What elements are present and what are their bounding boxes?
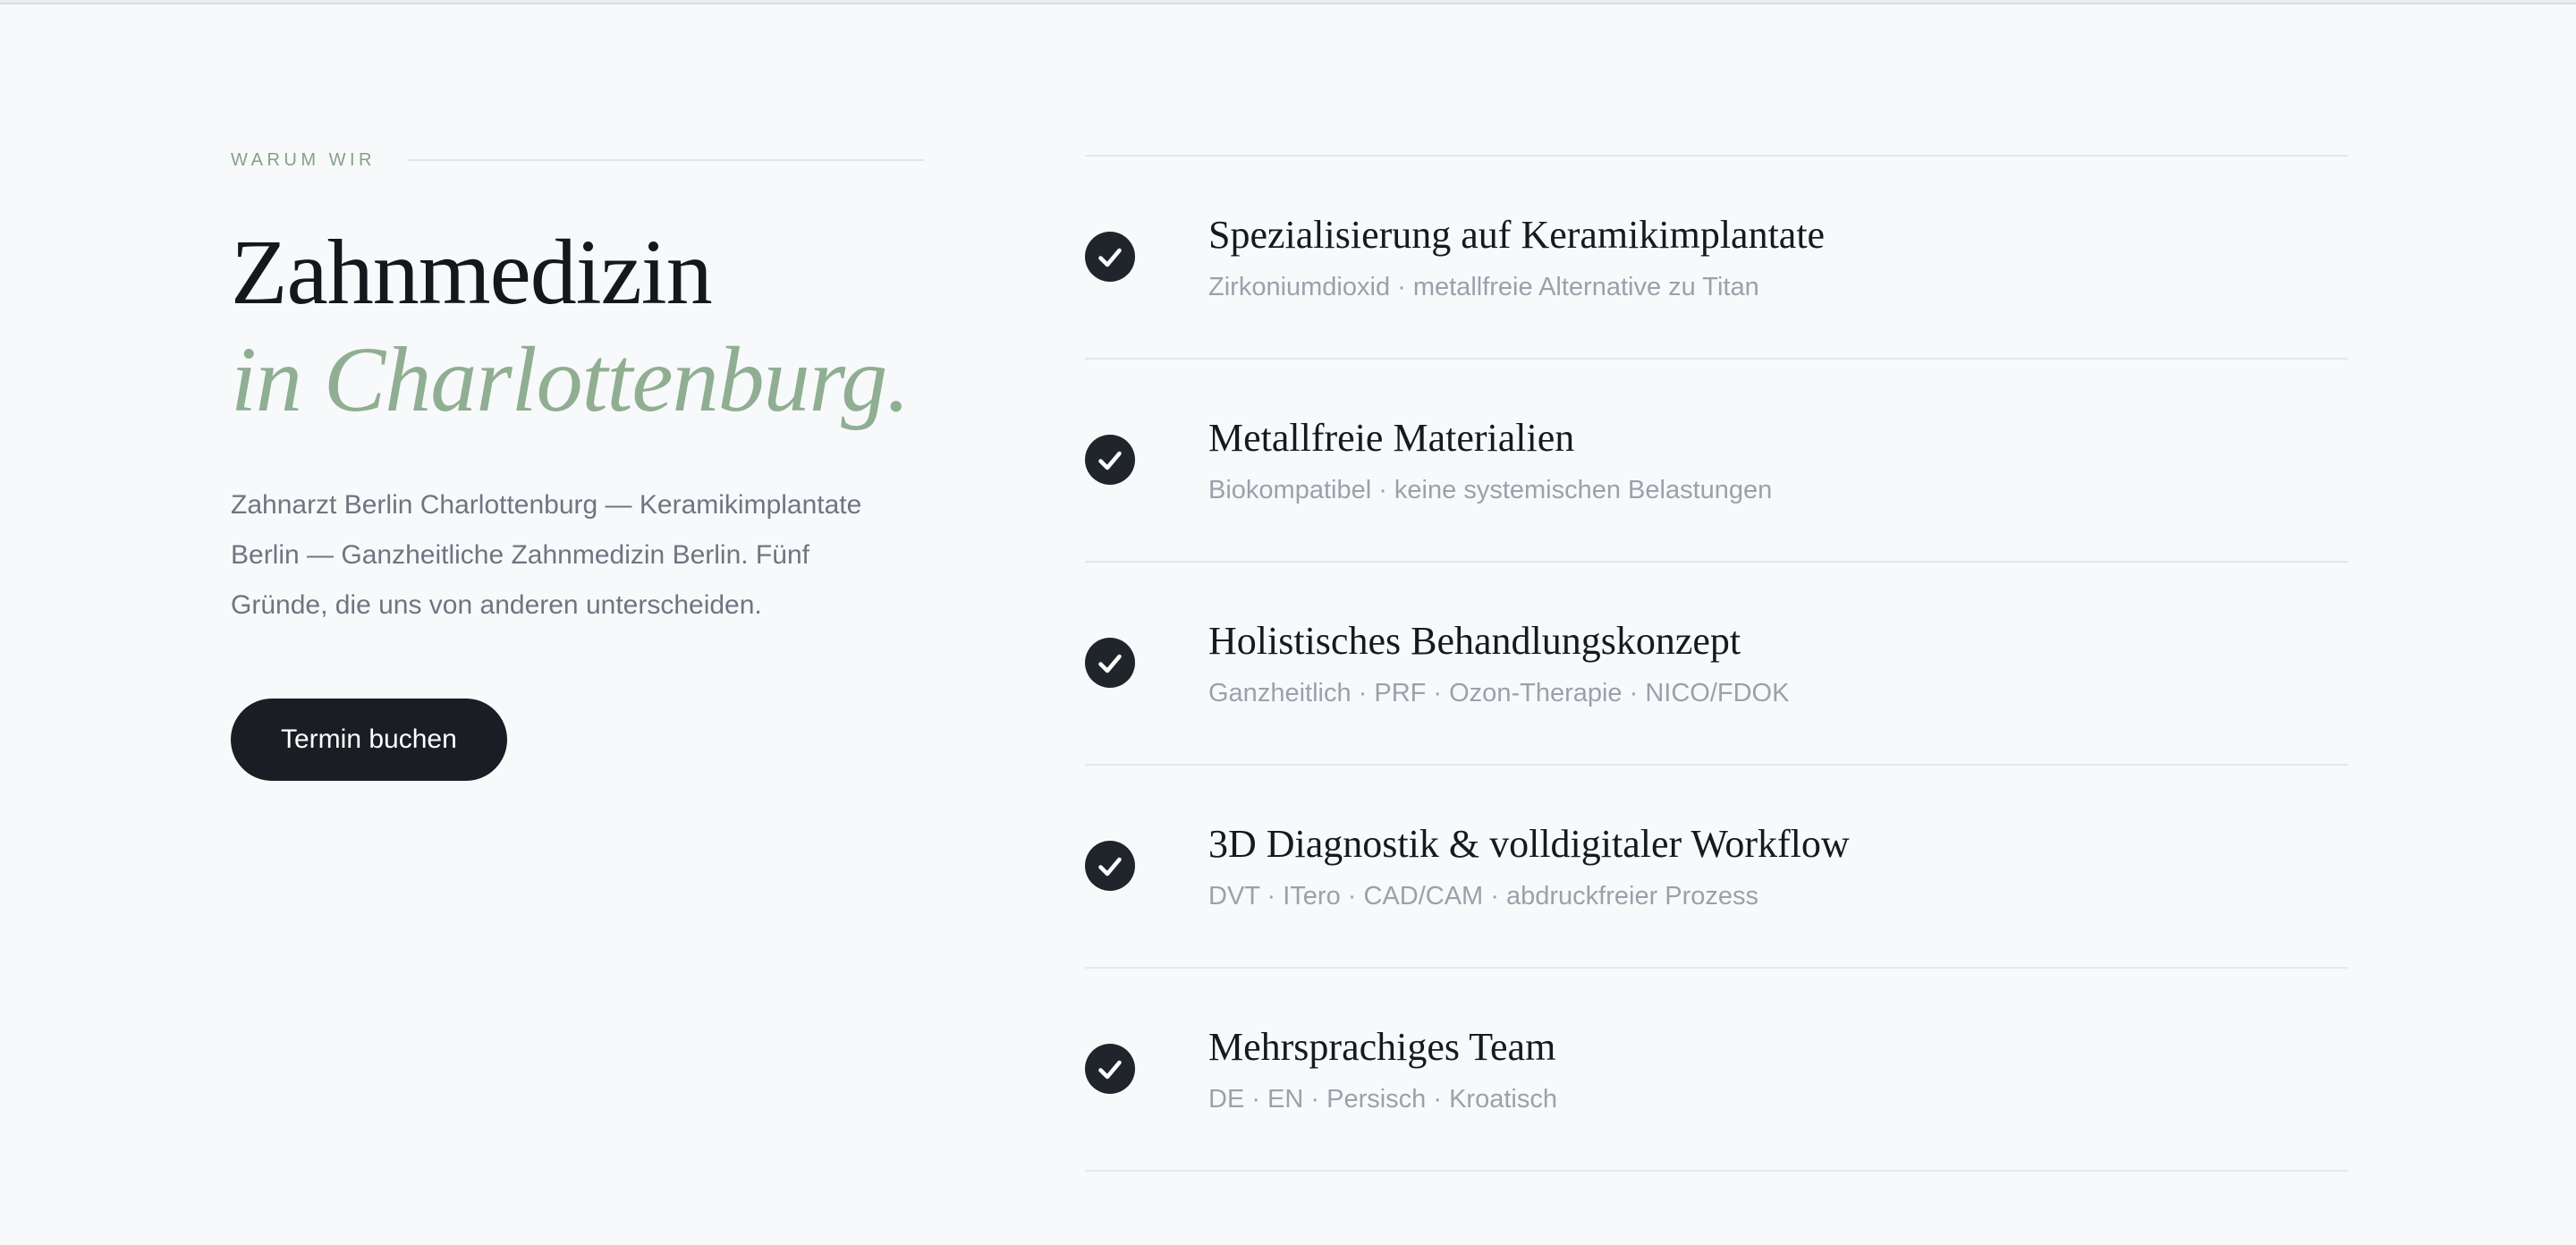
feature-text xyxy=(1208,819,1850,914)
eyebrow xyxy=(231,148,924,173)
page-title xyxy=(231,219,924,434)
feature-row xyxy=(1085,969,2348,1172)
feature-title: Mehrsprachiges Team xyxy=(1208,1025,1556,1069)
eyebrow-divider-line xyxy=(408,159,924,161)
feature-subtitle: DE · EN · Persisch · Kroatisch xyxy=(1208,1085,1557,1114)
hero-column xyxy=(231,148,924,781)
feature-row xyxy=(1085,766,2348,969)
feature-row xyxy=(1085,563,2348,766)
check-circle-icon xyxy=(1085,435,1135,485)
feature-title: Metallfreie Materialien xyxy=(1208,416,1575,460)
check-circle-icon xyxy=(1085,841,1135,891)
feature-title: 3D Diagnostik & volldigitaler Workflow xyxy=(1208,822,1850,866)
feature-text xyxy=(1208,210,1825,305)
feature-subtitle: DVT · ITero · CAD/CAM · abdruckfreier Prozess xyxy=(1208,882,1759,910)
check-circle-icon xyxy=(1085,638,1135,688)
feature-row xyxy=(1085,360,2348,563)
heading-line-1: Zahnmedizin xyxy=(231,221,712,324)
feature-subtitle: Zirkoniumdioxid · metallfreie Alternative zu Titan xyxy=(1208,273,1759,301)
why-us-section xyxy=(0,4,2576,1172)
check-circle-icon xyxy=(1085,232,1135,282)
feature-subtitle: Ganzheitlich · PRF · Ozon-Therapie · NICO/FDOK xyxy=(1208,679,1790,707)
hero-paragraph: Zahnarzt Berlin Charlottenburg — Keramikimplantate Berlin — Ganzheitliche Zahnmedizin Berlin. Fünf Gründe, die uns von anderen unterscheiden. xyxy=(231,490,862,620)
check-circle-icon xyxy=(1085,1044,1135,1094)
feature-subtitle: Biokompatibel · keine systemischen Belastungen xyxy=(1208,476,1773,504)
feature-title: Spezialisierung auf Keramikimplantate xyxy=(1208,213,1826,257)
eyebrow-label: WARUM WIR xyxy=(231,149,376,170)
feature-row xyxy=(1085,157,2348,360)
heading-line-2: in Charlottenburg. xyxy=(231,328,910,431)
book-appointment-button[interactable]: Termin buchen xyxy=(231,699,507,781)
feature-text xyxy=(1208,616,1789,711)
feature-text xyxy=(1208,1022,1557,1117)
features-list xyxy=(1085,155,2348,1172)
feature-title: Holistisches Behandlungskonzept xyxy=(1208,619,1741,663)
feature-text xyxy=(1208,413,1772,508)
